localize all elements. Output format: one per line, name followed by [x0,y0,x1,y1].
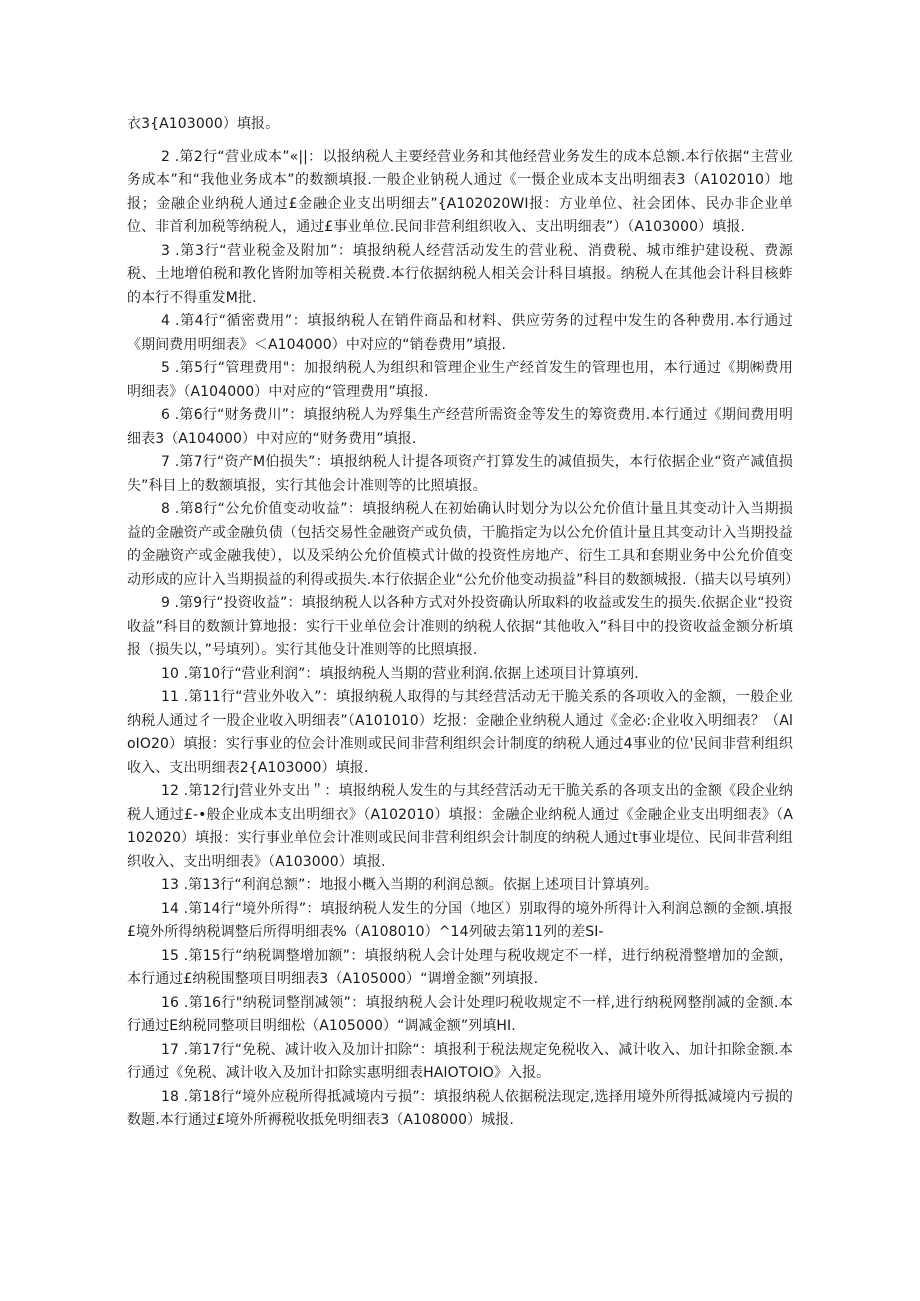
paragraph-continuation: 衣3{A103000）填报。 [127,116,280,132]
paragraph-line-9-investment-income: 9 .第9行“投资收益”：填报纳税人以各种方式对外投资确认所取料的收益或发生的损失.依据企业“投资收益”科目的数额计算地报：实行干业单位会计准则的纳税人依据“其他收入”科目中的投资收益金额分析填报（损失以，”号填列）。实行其他殳计准则等的比照填报. [127,595,793,658]
paragraph-line-7-impairment-loss: 7 .第7行“资产M伯损失”：填报纳税人计提各项资产打算发生的减值损失，本行依据企业“资产减值损失”科目上的数额填报，实行其他会计准则等的比照填报。 [127,454,793,494]
paragraph-line-10-operating-profit: 10 .第10行“营业利润”：填报纳税人当期的营业利润.依据上述项目计算填列. [161,665,639,682]
paragraph-line-11-non-operating-income: 11 .第11行“营业外收入”：填报纳税人取得的与其经营活动无干脆关系的各项收入的金额，一般企业纳税人通过彳一股企业收入明细表”（A101010）圪报：金融企业纳税人通过《金必:企业收入明细表？（AloIO20）填报：实行事业的位会计准则或民间非营利组织会计制度的纳税人通过4事业的位'民间非营利组织收入、支出明细表2{A103000）填报. [127,689,793,776]
paragraph-line-5-admin-expense: 5 .第5行“管理费用"：加报纳税人为组织和管理企业生产经首发生的管理也用，本行通过《期㈱费用明细表》（A104000）中对应的“管理费用”填报. [127,360,793,400]
paragraph-line-2-operating-cost: 2 .第2行“营业成本”«||：以报纳税人主要经营业务和其他经营业务发生的成本总额.本行依据“主营业务成本”和“我他业务成本”的数额填报.一般企业钠税人通过《一慑企业成本支出明细表3（A102010）地报；金融企业纳税人通过£金融企业支出明细去”{A102020WI报：方业单位、社会团体、民办非企业单位、非首利加税等纳税人，通过£事业单位.民间非营利组织收入、支出明细表”）（A103000）填报. [127,148,793,235]
paragraph-line-18-foreign-offset-loss: 18 .第18行“境外应税所得抵减境内亏损”：填报纳税人依据税法现定,选择用境外所得抵减境内亏损的数题.本行通过£境外所褥税收抵免明细表3（A108000）城报. [127,1088,793,1128]
paragraph-line-8-fair-value-gain: 8 .第8行“公允价值变动收益”：填报纳税人在初始确认时划分为以公允价值计量且其变动计入当期损益的金融资产或金融负债（包括交易性金融资产或负债，干脆指定为以公允价值计量且其变动计入当期投益的金融资产或金融我使），以及采纳公允价值模式计做的投资性房地产、衍生工具和套期业务中公允价值变动形成的应计入当期损益的利得或损失.本行依据企业“公允价他变动损益”科目的数额城报.（描夫以号填列） [127,501,800,588]
document-page [127,113,800,1133]
paragraph-line-6-finance-expense: 6 .第6行“财务费川”：填报纳税人为殍集生产经营所需资金等发生的筹资费用.本行通过《期间费用明细表3（A104000）中对应的“财务费用”填报. [127,407,793,447]
paragraph-line-3-business-tax: 3 .第3行“营业税金及附加”：填报纳税人经营活动发生的营业税、消费税、城市维护建设税、费源税、土地增伯税和教化皆附加等相关税费.本行依据纳税人相关会计科目填报。纳税人在其他会计科目核蚱的本行不得重发M批. [127,242,793,306]
paragraph-line-15-tax-adjust-increase: 15 .第15行“纳税调整增加额”：填报纳税人会计处理与税收规定不一样，进行纳税滑整增加的金额，本行通过£纳税围整项目明细表3（A105000）“调增金额”列填报. [127,947,793,987]
paragraph-line-13-total-profit: 13 .第13行“利润总额”：地报小概入当期的利润总额。依据上述项目计算填列。 [161,877,658,893]
paragraph-line-4-selling-expense: 4 .第4行“循密费用”：填报纳税人在销件商品和材料、供应劳务的过程中发生的各种费用.本行通过《期间费用明细表》＜A104000）中对应的“销卷费用”填报. [127,313,793,353]
paragraph-line-12-non-operating-expense: 12 .第12行J营业外支出＂：填报纳税人发生的与其经营活动无干脆关系的各项支出的金额《段企业纳税人通过£-•般企业成本支出明细衣》（A102010）填报：金融企业纳税人通过《金融企业支出明细表》（A102020）填报：实行事业单位会计准则或民间非营利组织会计制度的纳税人通过t事业堤位、民间非营利组织收入、支出明细表》（A103000）填报. [127,783,793,870]
paragraph-line-17-exempt-income: 17 .第17行“免税、减计收入及加计扣除“：填报利于税法规定免税收入、减计收入、加计扣除金额.本行通过《免税、减计收入及加计扣除实惠明细表HAIOTOIO》入报。 [127,1041,793,1081]
paragraph-line-14-foreign-income: 14 .第14行“境外所得”：填报纳税人发生的分国（地区）别取得的境外所得计入利润总额的金额.填报£境外所得纳税调整后所得明细表%（A108010）^14列破去第11列的差SI- [127,900,793,940]
paragraph-line-16-tax-adjust-decrease: 16 .第16行"纳税词整削减领”：填报纳税人会计处理叼税收规定不一样,进行纳税网整削减的金额.本行通过E纳税同整项目明细松（A105000）“调减金额”列填HI. [127,994,793,1034]
